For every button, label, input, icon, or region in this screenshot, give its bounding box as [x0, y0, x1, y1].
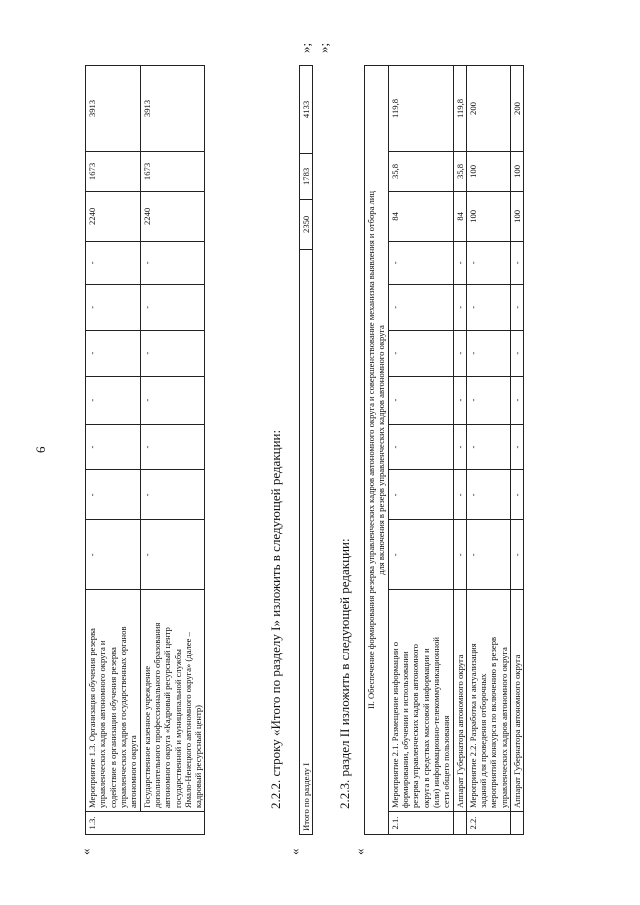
page-number: 6 [33, 446, 48, 453]
cell-value: - [453, 424, 466, 470]
cell-value: - [466, 376, 510, 424]
row-number: 1.3. [86, 812, 205, 835]
section-title: II. Обеспечение формирования резерва управленческих кадров автономного округа и совершенствование механизма выявления и отбора лиц для включения в резерв управленческих кадров автономного округа [365, 66, 389, 835]
table-row [140, 66, 205, 835]
cell-value: 200 [466, 66, 510, 152]
table-row [86, 66, 141, 835]
cell-value: - [511, 520, 524, 590]
cell-value: 1673 [86, 151, 141, 191]
cell-value: - [511, 330, 524, 376]
cell-value: - [511, 424, 524, 470]
close-quote-2: »; [298, 42, 313, 53]
cell-value: - [453, 376, 466, 424]
row-text: Государственное казенное учреждение дополнительного профессионального образования автономного округа «Кадровый ресурсный центр государственной и муниципальной службы Ямало-Ненецкого автономного округа» (далее – кадровый ресурсный центр) [140, 590, 205, 812]
row-number: 2.2. [466, 812, 510, 835]
cell-value: - [86, 376, 141, 424]
cell-value: - [140, 520, 205, 590]
table-row [511, 66, 524, 835]
cell-value: 3913 [140, 66, 205, 152]
cell-value: - [453, 330, 466, 376]
cell-value: 100 [511, 191, 524, 241]
table-row [300, 66, 313, 835]
cell-value: - [140, 376, 205, 424]
cell-value: - [388, 330, 453, 376]
cell-value: - [453, 284, 466, 330]
cell-value: 119,8 [388, 66, 453, 152]
cell-value: - [86, 520, 141, 590]
cell-value: - [140, 424, 205, 470]
cell-value: - [466, 470, 510, 520]
cell-value: - [140, 241, 205, 284]
cell-value: 2240 [140, 191, 205, 241]
cell-value: - [511, 470, 524, 520]
cell-value: - [86, 330, 141, 376]
table-row [466, 66, 510, 835]
total-label: Итого по разделу I [300, 249, 313, 834]
cell-value: - [388, 284, 453, 330]
cell-value: - [86, 470, 141, 520]
cell-value: - [140, 284, 205, 330]
cell-value: 84 [388, 191, 453, 241]
cell-value: - [388, 376, 453, 424]
close-quote-1: »; [316, 42, 331, 53]
row-text: Мероприятие 2.2. Разработка и актуализация заданий для проведения отборочных мероприятий конкурса по включению в резерв управленческих кадров автономного округа [466, 590, 510, 812]
cell-value: 100 [466, 151, 510, 191]
cell-value: 4133 [300, 66, 313, 154]
cell-value: 35,8 [453, 151, 466, 191]
cell-value: - [86, 241, 141, 284]
cell-value: 100 [466, 191, 510, 241]
cell-value: 2350 [300, 199, 313, 249]
cell-value: - [511, 241, 524, 284]
open-quote-1: « [78, 848, 93, 855]
cell-value: - [466, 284, 510, 330]
cell-value: - [388, 520, 453, 590]
cell-value: - [466, 241, 510, 284]
instruction-2-2-2: 2.2.2. строку «Итого по разделу I» изложить в следующей редакции: [268, 429, 283, 809]
instruction-2-2-3: 2.2.3. раздел II изложить в следующей редакции: [337, 538, 352, 809]
cell-value: - [140, 330, 205, 376]
cell-value: - [86, 284, 141, 330]
cell-value: - [511, 376, 524, 424]
cell-value: - [466, 520, 510, 590]
row-number [511, 812, 524, 835]
cell-value: - [388, 470, 453, 520]
cell-value: - [511, 284, 524, 330]
table-section-1 [85, 65, 205, 835]
row-text: Мероприятие 1.3. Организация обучения резерва управленческих кадров автономного округа и содействие в организации обучения резерва управленческих кадров государственных органов автономного округа [86, 590, 141, 812]
cell-value: - [466, 330, 510, 376]
cell-value: 35,8 [388, 151, 453, 191]
table-row [388, 66, 453, 835]
table-section-2 [364, 65, 524, 835]
cell-value: 1783 [300, 153, 313, 199]
row-number: 2.1. [388, 812, 453, 835]
cell-value: 119,8 [453, 66, 466, 152]
table-row [453, 66, 466, 835]
cell-value: - [388, 241, 453, 284]
row-text: Аппарат Губернатора автономного округа [453, 590, 466, 812]
row-number [453, 812, 466, 835]
cell-value: - [388, 424, 453, 470]
cell-value: 200 [511, 66, 524, 152]
row-text: Аппарат Губернатора автономного округа [511, 590, 524, 812]
cell-value: - [466, 424, 510, 470]
cell-value: - [453, 520, 466, 590]
open-quote-2: « [287, 848, 302, 855]
cell-value: - [86, 424, 141, 470]
cell-value: 84 [453, 191, 466, 241]
open-quote-3: « [352, 848, 367, 855]
row-text: Мероприятие 2.1. Размещение информации о формировании, обучении и использовании резерва управленческих кадров автономного округа в средствах массовой информации и (или) информационно-телекоммуникационной сети общего пользования [388, 590, 453, 812]
cell-value: - [453, 470, 466, 520]
cell-value: 3913 [86, 66, 141, 152]
section-title-row [365, 66, 389, 835]
cell-value: - [140, 470, 205, 520]
total-row-table [299, 65, 313, 835]
cell-value: - [453, 241, 466, 284]
cell-value: 2240 [86, 191, 141, 241]
cell-value: 100 [511, 151, 524, 191]
cell-value: 1673 [140, 151, 205, 191]
